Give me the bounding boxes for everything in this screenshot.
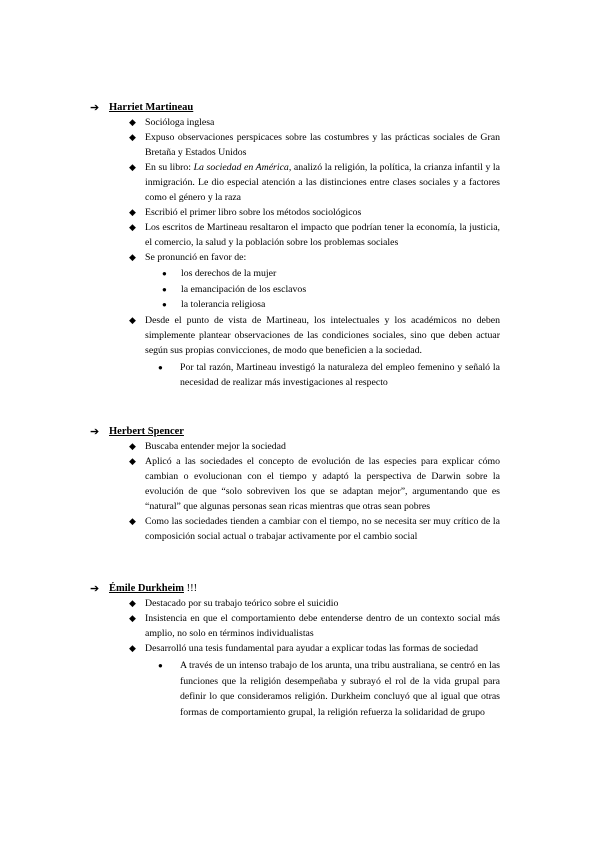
list-item: ● la tolerancia religiosa bbox=[145, 297, 500, 313]
section-spencer bbox=[90, 425, 500, 544]
diamond-bullet-icon: ◆ bbox=[129, 613, 136, 623]
section-heading bbox=[90, 425, 500, 439]
list-item: ◆ Expuso observaciones perspicaces sobre las costumbres y las prácticas sociales de Gran Bretaña y Estados Unidos bbox=[129, 132, 500, 158]
bullet-list bbox=[90, 596, 500, 720]
list-item: ● Por tal razón, Martineau investigó la naturaleza del empleo femenino y señaló la necesidad de realizar más investigaciones al respecto bbox=[158, 361, 500, 388]
bullet-list bbox=[90, 439, 500, 544]
list-item: ◆ Aplicó a las sociedades el concepto de evolución de las especies para explicar cómo cambian o evolucionan con el tiempo y adaptó la perspectiva de Darwin sobre la evolución de que “solo sobreviven los que se adaptan mejor”, argumentando que es “natural” que algunas personas sean ricas mientras que otras sean pobres bbox=[129, 456, 500, 512]
arrow-icon: ➔ bbox=[90, 102, 100, 114]
list-item: ◆ Desde el punto de vista de Martineau, los intelectuales y los académicos no deben simplemente plantear observaciones de las condiciones sociales, sino que deben actuar según sus propias convicciones, de modo que beneficien a la sociedad. ● Por tal razón, Martineau investigó la naturaleza del empleo femenino y señaló la necesidad de realizar más investigaciones al respecto bbox=[90, 313, 500, 391]
diamond-bullet-icon: ◆ bbox=[129, 252, 136, 262]
diamond-bullet-icon: ◆ bbox=[129, 117, 136, 127]
list-item: ◆ Se pronunció en favor de: ● los derechos de la mujer ● la emancipación de los esclavos ● la tolerancia religiosa bbox=[90, 250, 500, 313]
section-durkheim bbox=[90, 582, 500, 720]
section-martineau bbox=[90, 101, 500, 391]
diamond-bullet-icon: ◆ bbox=[129, 441, 136, 451]
bullet-list bbox=[90, 115, 500, 391]
list-item: ● los derechos de la mujer bbox=[145, 266, 500, 282]
section-heading bbox=[90, 582, 500, 596]
diamond-bullet-icon: ◆ bbox=[129, 207, 136, 217]
arrow-icon: ➔ bbox=[90, 583, 100, 595]
heading-suffix: !!! bbox=[183, 583, 198, 594]
diamond-bullet-icon: ◆ bbox=[129, 314, 136, 325]
diamond-bullet-icon: ◆ bbox=[129, 643, 136, 653]
arrow-icon: ➔ bbox=[90, 426, 100, 438]
list-item: ◆ Destacado por su trabajo teórico sobre el suicidio bbox=[129, 598, 339, 609]
list-item: ● la emancipación de los esclavos bbox=[145, 282, 500, 298]
list-item: ◆ Escribió el primer libro sobre los métodos sociológicos bbox=[129, 207, 362, 218]
list-item: ◆ En su libro: La sociedad en América, analizó la religión, la política, la crianza infantil y la inmigración. Le dio especial atención a las distinciones entre clases sociales y a factores como el género y la raza bbox=[129, 162, 501, 203]
dot-bullet-icon: ● bbox=[162, 284, 167, 294]
favor-list bbox=[145, 266, 500, 313]
diamond-bullet-icon: ◆ bbox=[129, 222, 136, 232]
dot-bullet-icon: ● bbox=[158, 661, 163, 670]
diamond-bullet-icon: ◆ bbox=[129, 598, 136, 608]
diamond-bullet-icon: ◆ bbox=[129, 456, 136, 466]
list-item: ● A través de un intenso trabajo de los arunta, una tribu australiana, se centró en las funciones que la religión desempeñaba y subrayó el rol de la vida grupal para definir lo que consideramos religión. Durkheim concluyó que al igual que otras formas de comportamiento grupal, la religión refuerza la solidaridad de grupo bbox=[158, 660, 500, 718]
section-heading bbox=[90, 101, 500, 115]
heading-name: Émile Durkheim bbox=[109, 583, 184, 594]
diamond-bullet-icon: ◆ bbox=[129, 162, 136, 172]
list-item: ◆ Socióloga inglesa bbox=[129, 117, 215, 128]
list-item: ◆ Como las sociedades tienden a cambiar con el tiempo, no se necesita ser muy crítico de la composición social actual o trabajar activamente por el cambio social bbox=[129, 516, 500, 542]
diamond-bullet-icon: ◆ bbox=[129, 132, 136, 142]
heading-name: Harriet Martineau bbox=[109, 102, 194, 113]
dot-bullet-icon: ● bbox=[158, 362, 163, 372]
list-item: ◆ Desarrolló una tesis fundamental para ayudar a explicar todas las formas de sociedad ● A través de un intenso trabajo de los arunta, una tribu australiana, se centró en las funciones que la religión desempeñaba y subrayó el rol de la vida grupal para definir lo que consideramos religión. Durkheim concluyó que al igual que otras formas de comportamiento grupal, la religión refuerza la solidaridad de grupo bbox=[90, 641, 500, 720]
list-item: ◆ Buscaba entender mejor la sociedad bbox=[129, 441, 286, 452]
heading-name: Herbert Spencer bbox=[109, 426, 184, 437]
diamond-bullet-icon: ◆ bbox=[129, 516, 136, 526]
list-item: ◆ Insistencia en que el comportamiento debe entenderse dentro de un contexto social más amplio, no solo en términos individualistas bbox=[129, 613, 500, 639]
dot-bullet-icon: ● bbox=[162, 300, 167, 309]
dot-bullet-icon: ● bbox=[162, 269, 167, 278]
sub-list bbox=[145, 658, 500, 720]
list-item: ◆ Los escritos de Martineau resaltaron el impacto que podrían tener la economía, la justicia, el comercio, la salud y la población sobre los problemas sociales bbox=[129, 222, 500, 248]
sub-list bbox=[145, 360, 500, 391]
